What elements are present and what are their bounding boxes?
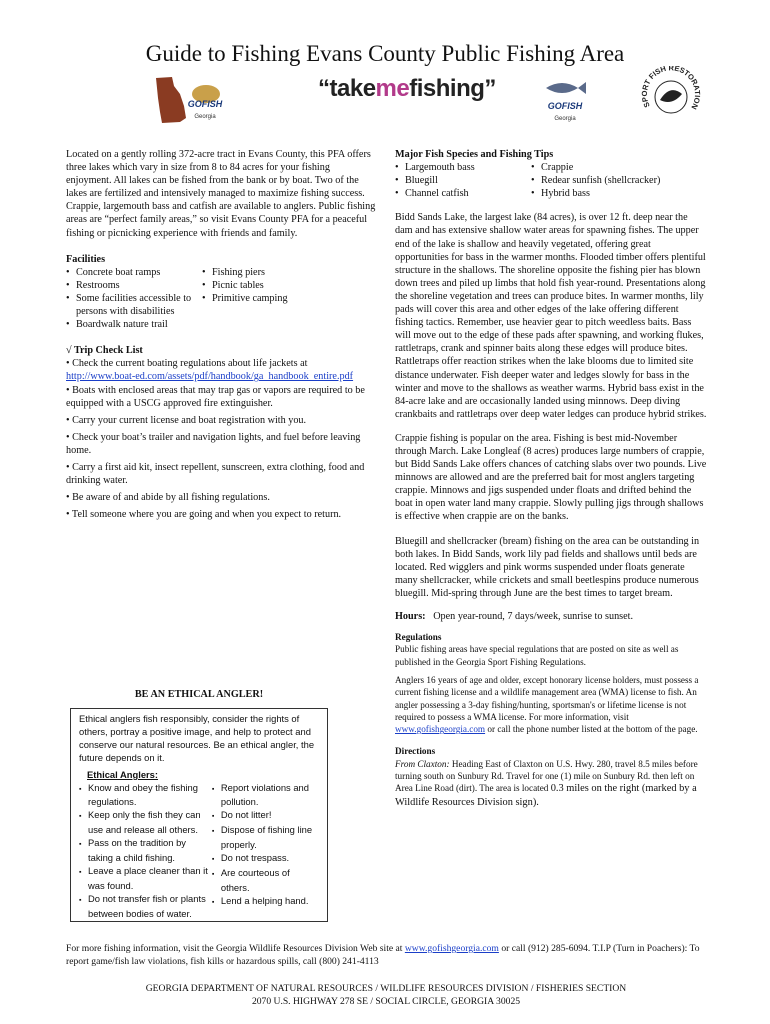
restoration-seal-icon xyxy=(640,66,702,128)
list-item: • Picnic tables xyxy=(202,279,362,292)
regulations-p2: Anglers 16 years of age and older, except honorary license holders, must possess a current fishing license and a wildlife management area (WMA) license to fish. An angler possessing a 3-day fishing/hunting, sportsman's or lifetime license is not required to possess a WMA license. For more information, visit www.gofishgeorgia.com or call the phone number listed at the bottom of the page. xyxy=(395,674,699,735)
list-item: ▪ Keep only the fish they can use and release all others. xyxy=(79,809,212,837)
regulations-heading: Regulations xyxy=(395,632,442,643)
ethical-subheading: Ethical Anglers: xyxy=(87,768,159,780)
list-item: • Bluegill xyxy=(395,174,531,187)
trip-item: • Check your boat’s trailer and navigation lights, and fuel before leaving home. xyxy=(66,431,361,456)
directions-text: From Claxton: Heading East of Claxton on U.S. Hwy. 280, travel 8.5 miles before turning south on Sunbury Rd. Travel for one (1) mile on Sunbury Rd. then left on Area Line Road (dirt). The area is located 0.3 miles on the right (marked by a Wildlife Resources Division sign). xyxy=(395,758,698,808)
page-title: Guide to Fishing Evans County Public Fishing Area xyxy=(145,41,625,66)
list-item: • Boardwalk nature trail xyxy=(66,318,202,331)
ethical-list-left xyxy=(79,782,212,921)
list-item: ▪ Lend a helping hand. xyxy=(212,895,319,910)
bidd-sands-paragraph: Bidd Sands Lake, the largest lake (84 acres), is over 12 ft. deep near the dam and has extensive shallow water areas for spawning fishes. The upper end of the lake is shallow and heavily vegetated, offering great opportunities for bass in the warmer months. Flooded timber offers plentiful structure in the shallows. The shoreline opposite the fishing pier has blown down trees and piled up limbs that hold fish year-round. Presentations along the shoreline vegetation and trees can produce bites. In warmer months, lily pads will cover this area and other edges of the lake offering different fishing tactics. Remember, use heavier gear to pitch weedless baits. Bass will move out to the edge of these pads after spawning, and working flukes, rattletraps, crank and spinner baits along these edges will produce bites. Rattletraps offer reaction strikes when the lake blooms due to limited site distance underwater. Fish deeper water and ledges slowly for bass in the winter and move to the shallows as weather warms. Hybrid bass exist in the 84-acre lake and are occasionally landed using minnows. Deep diving crankbaits and rattletraps over deep water ledges can produce hybrid strikes. xyxy=(395,212,707,420)
list-item: • Restrooms xyxy=(66,279,202,292)
svg-text:SPORT FISH RESTORATION: SPORT FISH RESTORATION xyxy=(640,66,702,111)
list-item: • Redear sunfish (shellcracker) xyxy=(531,174,707,187)
trip-item: • Tell someone where you are going and when you expect to return. xyxy=(66,509,342,521)
list-item: • Crappie xyxy=(531,161,707,174)
list-item: ▪ Do not transfer fish or plants between bodies of water. xyxy=(79,893,212,921)
intro-paragraph: Located on a gently rolling 372-acre tract in Evans County, this PFA offers three lakes which vary in size from 8 to 84 acres for your fishing enjoyment. All lakes can be fished from the bank or by boat. Two of the lakes are fertilized and intensively managed to maximize fishing success. Crappie, largemouth bass and catfish are available to anglers. Public fishing areas are “perfect family areas,” so visit Evans County PFA for a peaceful fishing or picnicking experience with friends and family. xyxy=(66,149,376,239)
list-item: • Channel catfish xyxy=(395,187,531,200)
bluegill-paragraph: Bluegill and shellcracker (bream) fishing on the area can be outstanding in both lakes. In Bidd Sands, work lily pad fields and shallows until beds are located. Red wigglers and pink worms suspended under floats generate many shellcracker, while crickets and small beetlespins produce numerous bluegill. Mid-spring through June are the best times to target bream. xyxy=(395,535,700,599)
takemefishing-logo: “takemefishing” xyxy=(318,75,496,102)
list-item: ▪ Pass on the tradition by taking a child fishing. xyxy=(79,837,212,865)
gofish-sub-2: Georgia xyxy=(554,116,576,123)
facilities-list-left xyxy=(66,266,202,331)
species-heading: Major Fish Species and Fishing Tips xyxy=(395,149,554,160)
sport-fish-restoration-seal xyxy=(640,66,702,128)
list-item: ▪ Know and obey the fishing regulations. xyxy=(79,782,212,810)
regulations-p1: Public fishing areas have special regulations that are posted on site as well as published in the Georgia Sport Fishing Regulations. xyxy=(395,644,679,667)
gofish-brand: GOFISH xyxy=(187,99,223,109)
list-item: • Largemouth bass xyxy=(395,161,531,174)
list-item: • Fishing piers xyxy=(202,266,362,279)
hours-text: Open year-round, 7 days/week, sunrise to sunset. xyxy=(433,611,634,622)
list-item: • Primitive camping xyxy=(202,292,362,305)
species-list-left xyxy=(395,161,531,200)
gofishgeorgia-link[interactable]: www.gofishgeorgia.com xyxy=(395,724,486,735)
footer-gofishgeorgia-link[interactable]: www.gofishgeorgia.com xyxy=(404,943,499,954)
list-item: ▪ Do not trespass. xyxy=(212,852,319,867)
species-lists xyxy=(395,161,707,200)
list-item: ▪ Dispose of fishing line properly. xyxy=(212,824,319,852)
ethical-heading: BE AN ETHICAL ANGLER! xyxy=(134,689,264,700)
regulations-section xyxy=(395,631,707,735)
trip-heading: √ Trip Check List xyxy=(66,345,143,357)
list-item: • Some facilities accessible to persons with disabilities xyxy=(66,292,202,318)
gofish-logo-2 xyxy=(540,80,590,123)
footer-address: 2070 U.S. HIGHWAY 278 SE / SOCIAL CIRCLE, GEORGIA 30025 xyxy=(251,996,521,1007)
list-item: ▪ Report violations and pollution. xyxy=(212,782,319,810)
trip-checklist xyxy=(66,344,376,521)
trip-item-life-jackets: • Check the current boating regulations about life jackets at http://www.boat-ed.com/assets/pdf/handbook/ga_handbook_entire.pdf xyxy=(66,358,354,383)
gofish-brand-2: GOFISH xyxy=(547,101,583,112)
boat-ed-link[interactable]: http://www.boat-ed.com/assets/pdf/handbook/ga_handbook_entire.pdf xyxy=(66,371,354,383)
directions-section xyxy=(395,745,707,808)
ethical-list-right xyxy=(212,782,319,921)
trip-item: • Carry your current license and boat registration with you. xyxy=(66,414,307,426)
list-item: ▪ Do not litter! xyxy=(212,809,319,824)
directions-heading: Directions xyxy=(395,746,436,757)
crappie-paragraph: Crappie fishing is popular on the area. Fishing is best mid-November through March. Lake Longleaf (8 acres) produces large numbers of crappie, but Bidd Sands Lake offers chances of catching slabs over two pounds. Live minnows are allowed and are the preferred bait for most anglers targeting crappie. Minnows and jigs suspended under floats and drifted behind the boat in open water land many crappie. Slowly pulling jigs through shallows is effective when crappie are on the banks. xyxy=(395,432,707,523)
list-item: • Hybrid bass xyxy=(531,187,707,200)
ethical-angler-box xyxy=(70,708,328,922)
species-list-right xyxy=(531,161,707,200)
list-item: ▪ Are courteous of others. xyxy=(212,867,319,895)
fish-icon xyxy=(540,80,590,96)
trip-item: • Be aware of and abide by all fishing regulations. xyxy=(66,492,270,504)
list-item: ▪ Leave a place cleaner than it was found. xyxy=(79,865,212,893)
gofish-sub: Georgia xyxy=(194,114,216,121)
facilities-section xyxy=(66,253,376,332)
footer-department: GEORGIA DEPARTMENT OF NATURAL RESOURCES / WILDLIFE RESOURCES DIVISION / FISHERIES SECTION xyxy=(145,983,627,994)
hours-line xyxy=(395,610,707,623)
list-item: • Concrete boat ramps xyxy=(66,266,202,279)
facilities-list-right xyxy=(202,266,362,331)
facilities-heading: Facilities xyxy=(66,253,106,265)
trip-item: • Carry a first aid kit, insect repellent, sunscreen, extra clothing, food and drinking water. xyxy=(66,461,365,487)
footer-info: For more fishing information, visit the Georgia Wildlife Resources Division Web site at www.gofishgeorgia.com or call (912) 285-6094. T.I.P (Turn in Poachers): To report game/fish law violations, fish kills or hazardous spills, call (800) 241-4113 xyxy=(66,943,700,967)
ethical-intro: Ethical anglers fish responsibly, consider the rights of others, portray a positive image, and help to protect and conserve our natural resources. Be an ethical angler, the future depends on it. xyxy=(79,713,315,763)
hours-label: Hours: xyxy=(395,611,426,622)
trip-item: • Boats with enclosed areas that may trap gas or vapors are required to be equipped with a USCG approved fire extinguisher. xyxy=(66,384,365,409)
